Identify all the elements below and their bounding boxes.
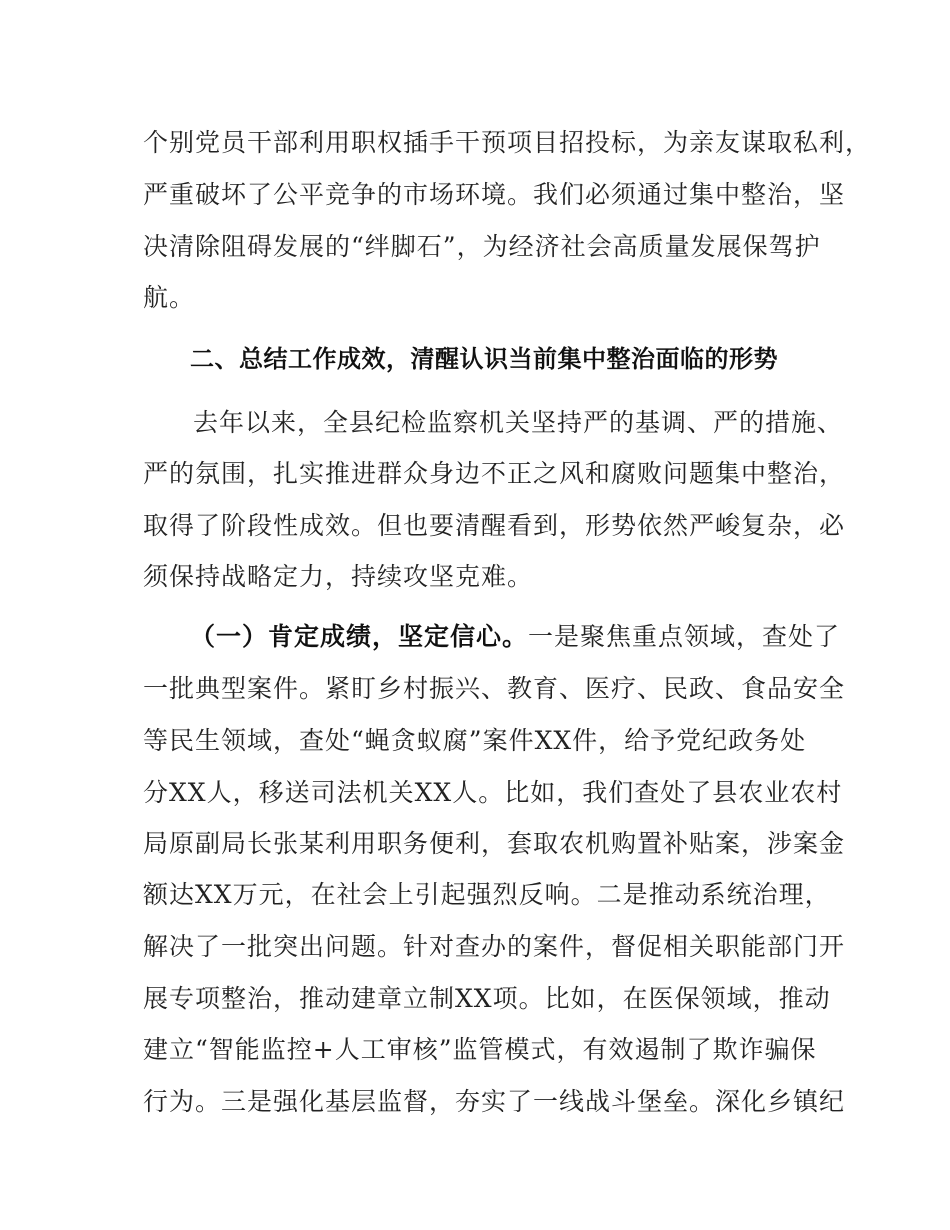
paragraph-achievements-line-5: 局原副局长张某利用职务便利，套取农机购置补贴案，涉案金: [143, 829, 846, 858]
paragraph-achievements-line-2: 一批典型案件。紧盯乡村振兴、教育、医疗、民政、食品安全: [143, 674, 846, 703]
paragraph-intro-line-1: 去年以来，全县纪检监察机关坚持严的基调、严的措施、: [193, 408, 844, 437]
paragraph-achievements-line-4: 分XX人，移送司法机关XX人。比如，我们查处了县农业农村: [143, 778, 843, 807]
paragraph-achievements-line-6: 额达XX万元，在社会上引起强烈反响。二是推动系统治理，: [143, 880, 831, 909]
paragraph-achievements-line-10: 行为。三是强化基层监督，夯实了一线战斗堡垒。深化乡镇纪: [143, 1087, 846, 1116]
paragraph-intro-line-2: 严的氛围，扎实推进群众身边不正之风和腐败问题集中整治，: [143, 459, 846, 488]
paragraph-achievements-line-1: [190, 622, 840, 652]
paragraph-continued-line-1: 个别党员干部利用职权插手干预项目招投标，为亲友谋取私利，: [143, 128, 872, 157]
paragraph-achievements-line-8: 展专项整治，推动建章立制XX项。比如，在医保领域，推动: [143, 984, 831, 1013]
paragraph-achievements-first-line-text: 一是聚焦重点领域，查处了: [528, 622, 841, 651]
paragraph-achievements-line-9: 建立“智能监控+人工审核”监管模式，有效遏制了欺诈骗保: [143, 1035, 817, 1064]
paragraph-continued-line-4: 航。: [143, 283, 196, 312]
paragraph-continued-line-3: 决清除阻碍发展的“绊脚石”，为经济社会高质量发展保驾护: [143, 232, 821, 261]
section-heading: 二、总结工作成效，清醒认识当前集中整治面临的形势: [190, 345, 778, 373]
paragraph-intro-line-3: 取得了阶段性成效。但也要清醒看到，形势依然严峻复杂，必: [143, 511, 846, 540]
paragraph-achievements-line-3: 等民生领域，查处“蝇贪蚁腐”案件XX件，给予党纪政务处: [143, 726, 807, 755]
paragraph-achievements-line-7: 解决了一批突出问题。针对查办的案件，督促相关职能部门开: [143, 932, 846, 961]
subsection-heading: （一）肯定成绩，坚定信心。: [190, 622, 529, 651]
paragraph-intro-line-4: 须保持战略定力，持续攻坚克难。: [143, 562, 534, 591]
paragraph-continued-line-2: 严重破坏了公平竞争的市场环境。我们必须通过集中整治，坚: [143, 180, 846, 209]
